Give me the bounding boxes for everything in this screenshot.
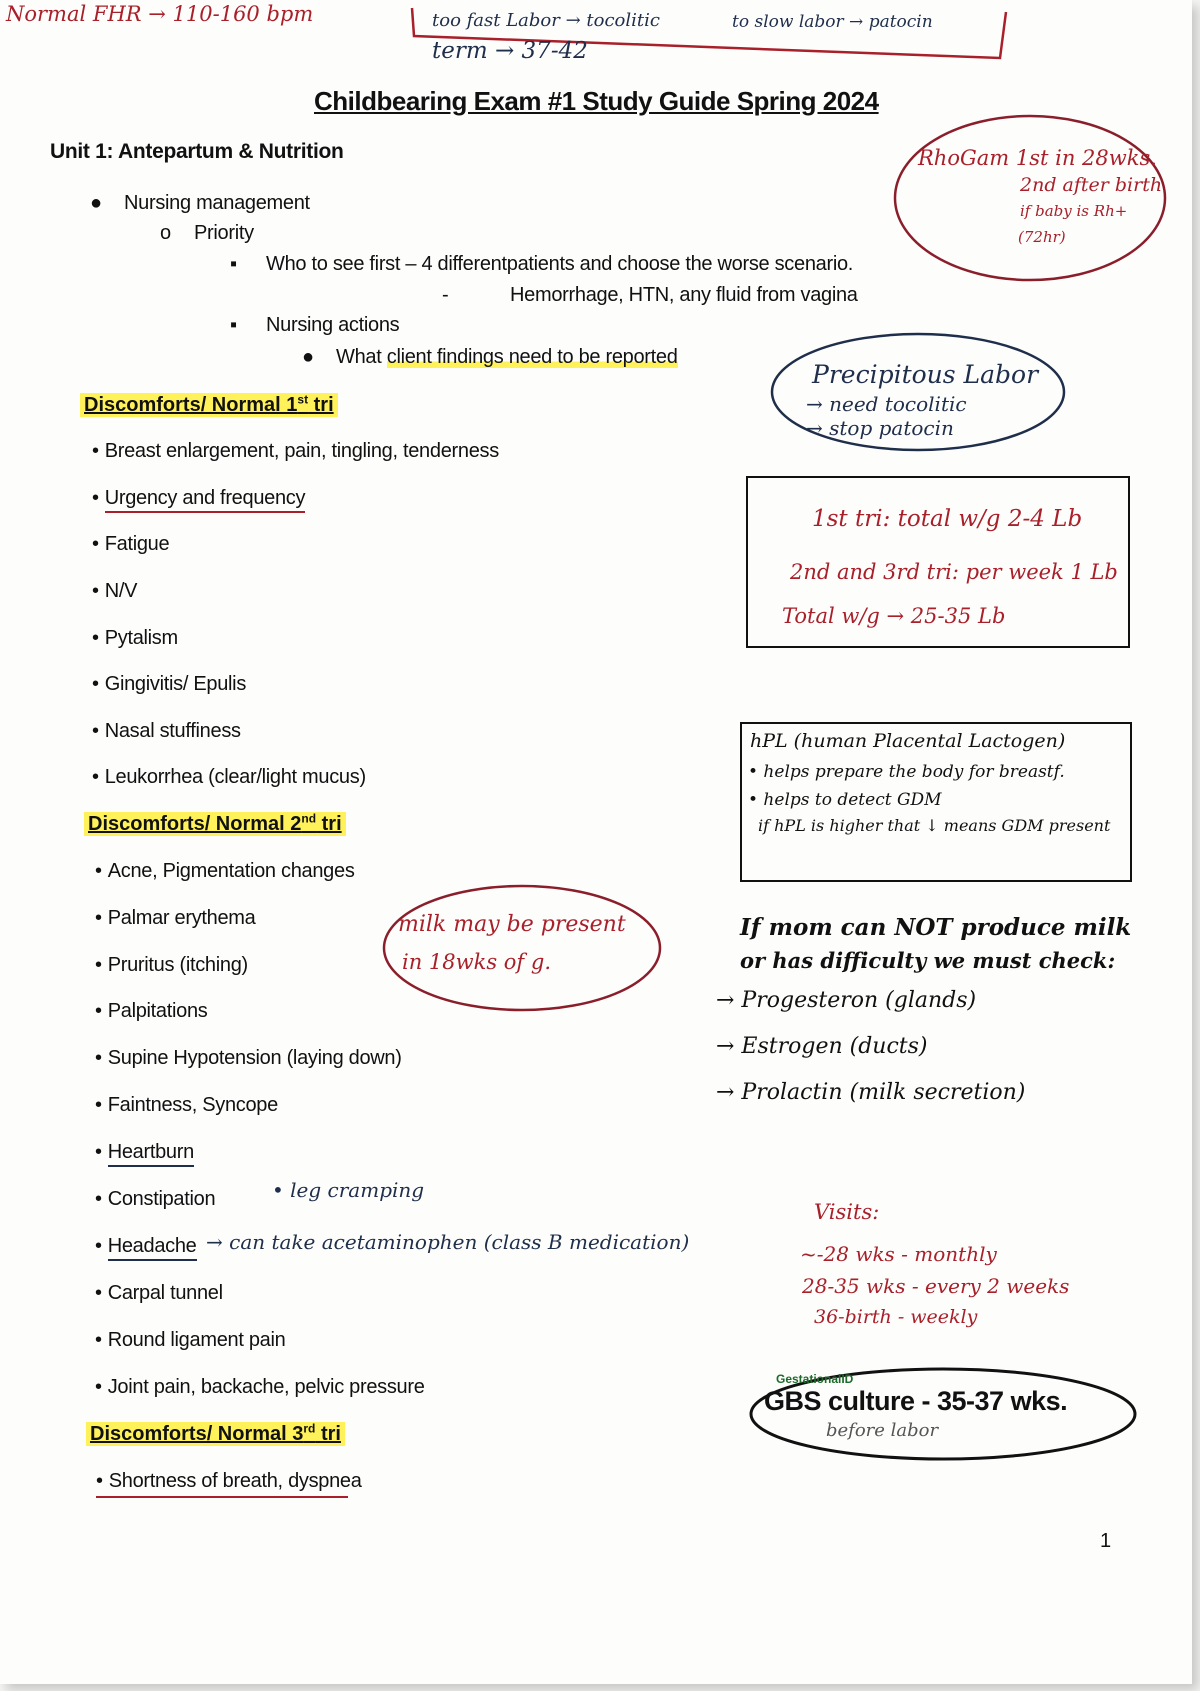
- milk-check-line-2: or has difficulty we must check:: [740, 948, 1116, 973]
- tri3-item: • Shortness of breath, dyspnea: [96, 1470, 362, 1493]
- milk-line-2: in 18wks of g.: [402, 950, 551, 974]
- hpl-line-2: • helps prepare the body for breastf.: [748, 762, 1065, 782]
- tri1-item: • Fatigue: [92, 533, 169, 556]
- milk-oval: [384, 886, 660, 1010]
- tri1-header: Discomforts/ Normal 1st tri: [80, 392, 338, 417]
- note-labor-slow: to slow labor → patocin: [732, 12, 933, 32]
- rhogam-line-3: if baby is Rh+: [1020, 202, 1128, 220]
- tri3-header: Discomforts/ Normal 3rd tri: [86, 1421, 345, 1446]
- tri1-item: • N/V: [92, 580, 137, 603]
- outline-priority: Priority: [194, 222, 254, 244]
- tri2-item: • Acne, Pigmentation changes: [95, 860, 355, 883]
- rhogam-line-2: 2nd after birth: [1020, 174, 1163, 196]
- visits-item: ~-28 wks - monthly: [800, 1242, 997, 1266]
- hpl-line-3: • helps to detect GDM: [748, 790, 942, 810]
- weight-line-1: 1st tri: total w/g 2-4 Lb: [812, 506, 1083, 532]
- hpl-line-1: hPL (human Placental Lactogen): [750, 730, 1066, 752]
- milk-check-item: → Prolactin (milk secretion): [716, 1080, 1026, 1105]
- tri2-item: • Carpal tunnel: [95, 1282, 223, 1305]
- milk-check-line-1: If mom can NOT produce milk: [740, 914, 1132, 941]
- outline-l3a-marker: ▪: [230, 253, 237, 275]
- page-title: Childbearing Exam #1 Study Guide Spring 2024: [314, 86, 879, 116]
- tri2-item: • Palpitations: [95, 1000, 208, 1023]
- outline-l5-marker: ●: [302, 346, 314, 368]
- page-number: 1: [1100, 1530, 1112, 1552]
- hpl-line-4: if hPL is higher that ↓ means GDM present: [758, 816, 1111, 835]
- tri1-item: • Nasal stuffiness: [92, 720, 241, 743]
- gbs-sub: before labor: [826, 1420, 939, 1441]
- note-fhr: Normal FHR → 110-160 bpm: [6, 2, 314, 26]
- tri2-item: • Pruritus (itching): [95, 954, 248, 977]
- tri1-item: • Breast enlargement, pain, tingling, tenderness: [92, 440, 499, 463]
- gbs-small-label: GestationalID: [776, 1372, 854, 1386]
- tri1-item: • Pytalism: [92, 627, 178, 650]
- milk-check-item: → Progesteron (glands): [716, 988, 977, 1013]
- leg-cramping-note: • leg cramping: [272, 1178, 425, 1202]
- unit-heading: Unit 1: Antepartum & Nutrition: [50, 140, 344, 163]
- headache-note: → can take acetaminophen (class B medication): [206, 1230, 690, 1254]
- rhogam-line-1: RhoGam 1st in 28wks.: [918, 146, 1157, 170]
- tri2-item: • Joint pain, backache, pelvic pressure: [95, 1376, 425, 1399]
- visits-item: 28-35 wks - every 2 weeks: [802, 1274, 1070, 1298]
- visits-title: Visits:: [814, 1200, 880, 1224]
- tri1-item: • Leukorrhea (clear/light mucus): [92, 766, 366, 789]
- outline-l2-marker: o: [160, 222, 171, 244]
- tri2-item: • Headache: [95, 1235, 197, 1258]
- outline-hemorrhage: Hemorrhage, HTN, any fluid from vagina: [510, 284, 858, 306]
- outline-who-first: Who to see first – 4 differentpatients and choose the worse scenario.: [266, 253, 854, 275]
- tri1-item: • Urgency and frequency: [92, 487, 305, 510]
- weight-line-3: Total w/g → 25-35 Lb: [782, 604, 1006, 628]
- outline-l4-marker: -: [442, 284, 449, 306]
- tri2-header: Discomforts/ Normal 2nd tri: [84, 811, 346, 836]
- milk-line-1: milk may be present: [398, 912, 626, 937]
- tri1-item: • Gingivitis/ Epulis: [92, 673, 246, 696]
- visits-item: 36-birth - weekly: [814, 1306, 978, 1328]
- milk-check-item: → Estrogen (ducts): [716, 1034, 928, 1059]
- tri2-item: • Constipation: [95, 1188, 215, 1211]
- tri2-item: • Heartburn: [95, 1141, 194, 1164]
- note-term: term → 37-42: [432, 38, 588, 64]
- rhogam-line-4: (72hr): [1018, 228, 1066, 246]
- outline-l1-marker: ●: [90, 192, 102, 214]
- tri2-item: • Round ligament pain: [95, 1329, 285, 1352]
- tri2-item: • Palmar erythema: [95, 907, 255, 930]
- precipitous-line-2: → stop patocin: [806, 416, 954, 440]
- weight-line-2: 2nd and 3rd tri: per week 1 Lb: [790, 560, 1118, 584]
- precipitous-line-1: → need tocolitic: [806, 392, 967, 416]
- precipitous-title: Precipitous Labor: [812, 360, 1039, 389]
- rhogam-oval: [895, 116, 1165, 280]
- gbs-main: GBS culture - 35-37 wks.: [764, 1386, 1068, 1416]
- outline-nursing-management: Nursing management: [124, 192, 310, 214]
- tri2-item: • Supine Hypotension (laying down): [95, 1047, 402, 1070]
- outline-client-findings: What client findings need to be reported: [336, 346, 678, 368]
- tri2-item: • Faintness, Syncope: [95, 1094, 278, 1117]
- note-labor-fast: too fast Labor → tocolitic: [432, 10, 660, 31]
- outline-l3b-marker: ▪: [230, 314, 237, 336]
- outline-nursing-actions: Nursing actions: [266, 314, 400, 336]
